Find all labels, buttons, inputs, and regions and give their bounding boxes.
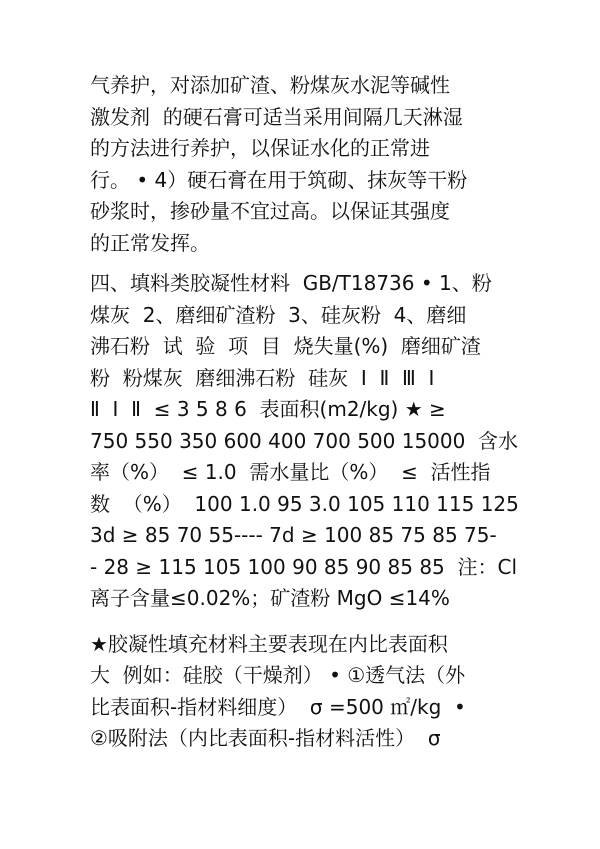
- text-line: 数 （%） 100 1.0 95 3.0 105 110 115 125: [90, 491, 519, 516]
- paragraph-gypsum-curing: [90, 70, 515, 259]
- paragraph-surface-area: [90, 629, 515, 755]
- text-line: 沸石粉 试 验 项 目 烧失量(%) 磨细矿渣: [90, 334, 481, 358]
- text-line: 比表面积-指材料细度） σ =500 ㎡/kg •: [90, 694, 466, 719]
- text-line: 粉 粉煤灰 磨细沸石粉 硅灰 Ⅰ Ⅱ Ⅲ Ⅰ: [90, 365, 435, 390]
- text-line: 3d ≥ 85 70 55---- 7d ≥ 100 85 75 85 75-: [90, 523, 497, 547]
- text-line: 激发剂 的硬石膏可适当采用间隔几天淋湿: [90, 104, 463, 129]
- text-line: 的正常发挥。: [90, 230, 210, 255]
- text-line: 离子含量≤0.02%；矿渣粉 MgO ≤14%: [90, 586, 450, 610]
- text-line: ②吸附法（内比表面积-指材料活性） σ: [90, 726, 441, 750]
- text-line: 煤灰 2、磨细矿渣粉 3、硅灰粉 4、磨细: [90, 302, 467, 327]
- text-line: 四、填料类胶凝性材料 GB/T18736 • 1、粉: [90, 271, 492, 295]
- text-line: - 28 ≥ 115 105 100 90 85 90 85 85 注：Cl: [90, 554, 518, 579]
- text-line: 大 例如：硅胶（干燥剂） • ①透气法（外: [90, 663, 466, 687]
- text-line: 750 550 350 600 400 700 500 15000 含水: [90, 428, 519, 453]
- paragraph-filler-materials: [90, 268, 519, 615]
- text-line: 气养护，对添加矿渣、粉煤灰水泥等碱性: [90, 73, 450, 97]
- text-line: 砂浆时，掺砂量不宜过高。以保证其强度: [90, 199, 450, 223]
- text-line: Ⅱ Ⅰ Ⅱ ≤ 3 5 8 6 表面积(m2/kg) ★ ≥: [90, 397, 446, 421]
- document-page: [90, 70, 519, 755]
- text-line: 率（%） ≤ 1.0 需水量比（%） ≤ 活性指: [90, 460, 491, 484]
- text-line: 行。 • 4）硬石膏在用于筑砌、抹灰等干粉: [90, 167, 468, 192]
- text-line: ★胶凝性填充材料主要表现在内比表面积: [90, 631, 448, 656]
- text-line: 的方法进行养护，以保证水化的正常进: [90, 136, 430, 160]
